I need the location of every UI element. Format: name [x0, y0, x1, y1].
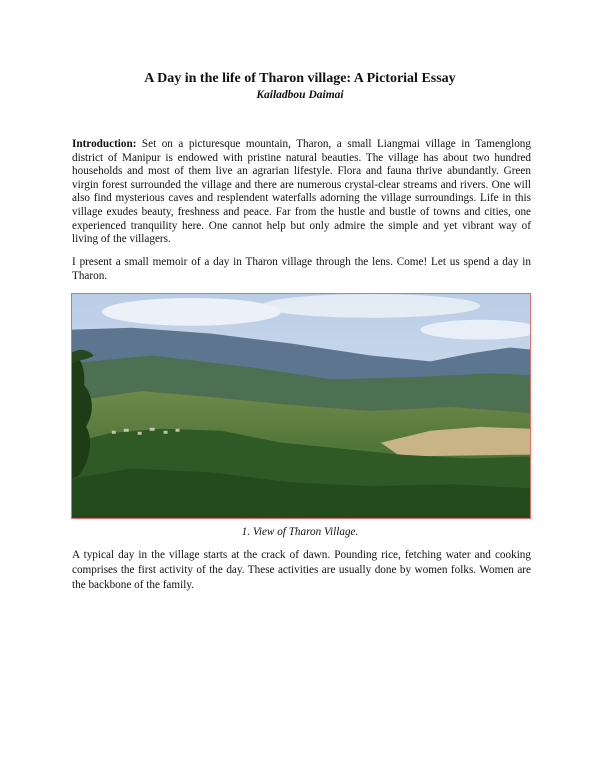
memoir-paragraph: I present a small memoir of a day in Tharon village through the lens. Come! Let us spend a day in Tharon.: [72, 256, 531, 282]
essay-author: Kailadbou Daimai: [256, 89, 344, 101]
village-landscape-image: [72, 294, 530, 518]
intro-label: Introduction:: [72, 138, 137, 150]
daily-life-paragraph: A typical day in the village starts at the crack of dawn. Pounding rice, fetching water and cooking comprises the first activity of the day. These activities are usually done by women folks. Women are the backbone of the family.: [72, 549, 531, 592]
intro-text: Set on a picturesque mountain, Tharon, a small Liangmai village in Tamenglong district of Manipur is endowed with pristine natural beauties. The village has about two hundred households and most of them live an agrarian lifestyle. Flora and fauna thrive abundantly. Green virgin forest surrounded the village and there are numerous crystal-clear streams and rivers. One will also find mysterious caves and resplendent waterfalls adorning the village surroundings. Life in this village exudes beauty, freshness and peace. Far from the hustle and bustle of towns and cities, one experienced tranquility here. One cannot help but only admire the simple and yet vibrant way of living of the villagers.: [72, 138, 531, 246]
intro-paragraph: [72, 138, 531, 247]
essay-title: A Day in the life of Tharon village: A Pictorial Essay: [144, 71, 456, 86]
village-photo: [71, 293, 531, 519]
figure-caption: 1. View of Tharon Village.: [241, 526, 359, 538]
